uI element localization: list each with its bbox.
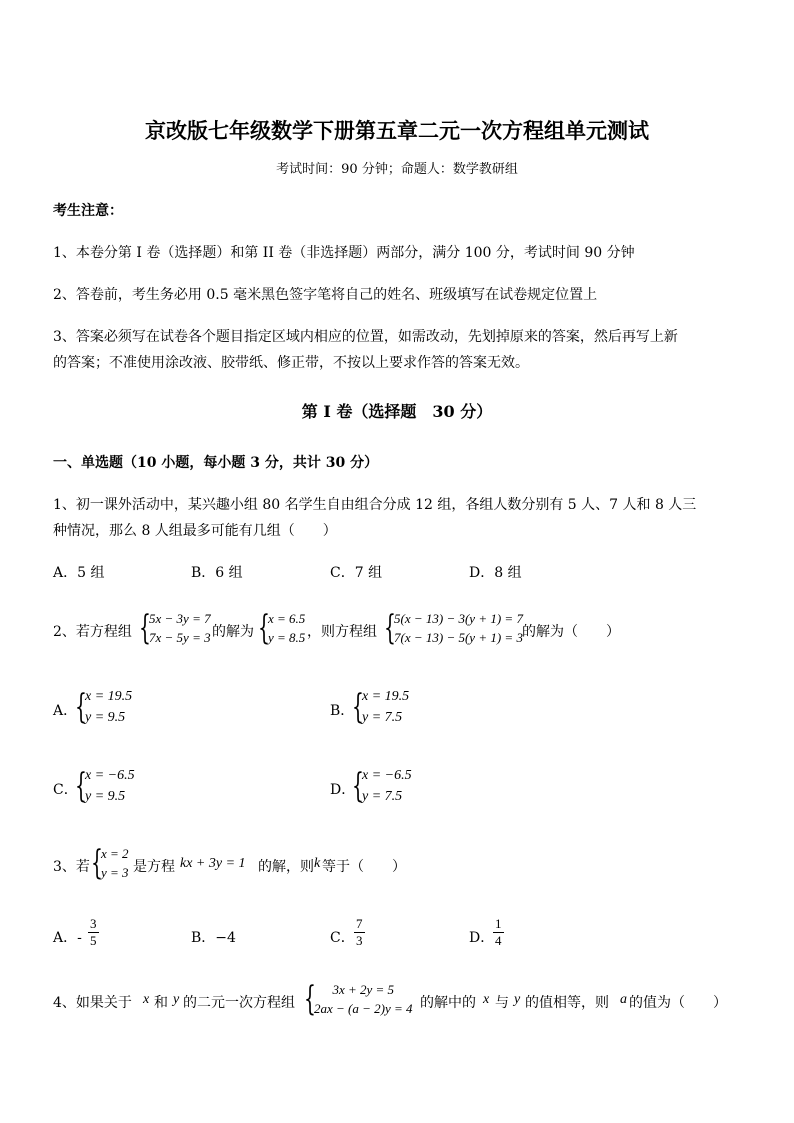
q4-system	[304, 980, 413, 1018]
denominator: 4	[495, 933, 502, 948]
q3-var: k	[314, 856, 321, 871]
numerator: 3	[90, 916, 97, 931]
q4-suffix: 的值为（ ）	[629, 995, 727, 1011]
q4-prefix: 4、如果关于	[53, 995, 132, 1011]
q3-option-d-fraction	[493, 916, 504, 949]
q2-prefix: 2、若方程组	[53, 624, 132, 640]
page-title: 京改版七年级数学下册第五章二元一次方程组单元测试	[145, 118, 649, 143]
equation: y = 9.5	[85, 789, 126, 804]
equation: y = 9.5	[85, 710, 126, 725]
q2-option-d	[352, 765, 412, 807]
denominator: 3	[356, 933, 363, 948]
q2-option-b-label: B．	[330, 703, 355, 719]
q1-option-c: C．7 组	[330, 565, 383, 581]
q2-option-a-label: A．	[53, 703, 78, 719]
q3-option-c-label: C．	[330, 930, 355, 946]
q4-var-y: y	[173, 992, 180, 1007]
q2-mid2: ，则方程组	[307, 624, 377, 640]
q4-var-x: x	[143, 992, 150, 1007]
equation: x = −6.5	[85, 768, 135, 783]
q4-mid: 的二元一次方程组	[183, 995, 295, 1011]
q2-solution-1	[258, 609, 305, 647]
equation: 7(x − 13) − 5(y + 1) = 3	[394, 630, 523, 645]
numerator: 1	[495, 916, 502, 931]
equation: y = 3	[101, 865, 129, 880]
section-title: 第 I 卷（选择题 30 分）	[301, 402, 493, 421]
equation: x = 19.5	[362, 689, 410, 704]
q4-var-a: a	[620, 992, 627, 1007]
q2-system-1	[139, 609, 211, 647]
part-heading: 一、单选题（10 小题，每小题 3 分，共计 30 分）	[53, 455, 379, 471]
q3-mid: 是方程	[133, 859, 175, 875]
numerator: 7	[356, 916, 363, 931]
q2-option-c	[75, 765, 135, 807]
q3-option-d-label: D．	[469, 930, 495, 946]
denominator: 5	[90, 933, 97, 948]
brace-icon: {	[258, 608, 270, 648]
equation: 3x + 2y = 5	[332, 982, 395, 997]
q1-option-b: B．6 组	[191, 565, 243, 581]
brace-icon: {	[139, 608, 151, 648]
q2-suffix: 的解为（ ）	[522, 624, 620, 640]
equation: 2ax − (a − 2)y = 4	[314, 1001, 413, 1016]
equation: x = 19.5	[85, 689, 133, 704]
q3-suffix: 等于（ ）	[322, 859, 406, 875]
q3-option-b: B．−4	[191, 930, 236, 946]
equation: 5(x − 13) − 3(y + 1) = 7	[394, 611, 523, 626]
equation: 5x − 3y = 7	[149, 611, 211, 626]
notes-heading: 考生注意：	[53, 203, 123, 219]
q2-mid1: 的解为	[212, 624, 254, 640]
equation: x = 6.5	[268, 611, 306, 626]
note-2: 2、答卷前，考生务必用 0.5 毫米黑色签字笔将自己的姓名、班级填写在试卷规定位置上	[53, 287, 598, 303]
q3-mid2: 的解，则	[258, 859, 314, 875]
brace-icon: {	[75, 687, 87, 727]
brace-icon: {	[352, 687, 364, 727]
q4-and: 和	[154, 995, 168, 1011]
q3-system	[91, 844, 129, 882]
equation: x = −6.5	[362, 768, 412, 783]
q3-equation: kx + 3y = 1	[180, 856, 246, 871]
brace-icon: {	[91, 843, 103, 883]
equation: x = 2	[101, 846, 129, 861]
q2-option-a	[75, 686, 132, 728]
q4-mid2: 的解中的	[420, 995, 476, 1011]
q4-mid3: 与	[495, 995, 509, 1011]
q3-option-a-fraction	[88, 916, 99, 949]
equation: y = 8.5	[268, 630, 306, 645]
equation: 7x − 5y = 3	[149, 630, 211, 645]
q4-var-x2: x	[483, 992, 490, 1007]
q2-option-b	[352, 686, 409, 728]
note-1: 1、本卷分第 I 卷（选择题）和第 II 卷（非选择题）两部分，满分 100 分，考试时间 90 分钟	[53, 245, 635, 261]
q1-option-a: A．5 组	[53, 565, 105, 581]
q3-option-c-fraction	[354, 916, 365, 949]
brace-icon: {	[384, 608, 396, 648]
brace-icon: {	[304, 979, 316, 1019]
q4-mid4: 的值相等，则	[525, 995, 609, 1011]
q3-option-a-label: A．-	[53, 930, 82, 946]
q4-var-y2: y	[514, 992, 521, 1007]
exam-info: 考试时间：90 分钟；命题人：数学教研组	[276, 162, 518, 177]
q2-system-2	[384, 609, 523, 647]
note-3-line1: 3、答案必须写在试卷各个题目指定区域内相应的位置，如需改动，先划掉原来的答案，然后再写上新	[53, 329, 678, 345]
q2-option-d-label: D．	[330, 782, 356, 798]
q1-line1: 1、初一课外活动中，某兴趣小组 80 名学生自由组合分成 12 组，各组人数分别有 5 人、7 人和 8 人三	[53, 497, 697, 513]
equation: y = 7.5	[362, 789, 403, 804]
equation: y = 7.5	[362, 710, 403, 725]
q1-line2: 种情况，那么 8 人组最多可能有几组（ ）	[53, 523, 337, 539]
q3-prefix: 3、若	[53, 859, 90, 875]
note-3-line2: 的答案；不准使用涂改液、胶带纸、修正带，不按以上要求作答的答案无效。	[53, 355, 529, 371]
q1-option-d: D．8 组	[469, 565, 522, 581]
brace-icon: {	[75, 766, 87, 806]
brace-icon: {	[352, 766, 364, 806]
q2-option-c-label: C．	[53, 782, 78, 798]
